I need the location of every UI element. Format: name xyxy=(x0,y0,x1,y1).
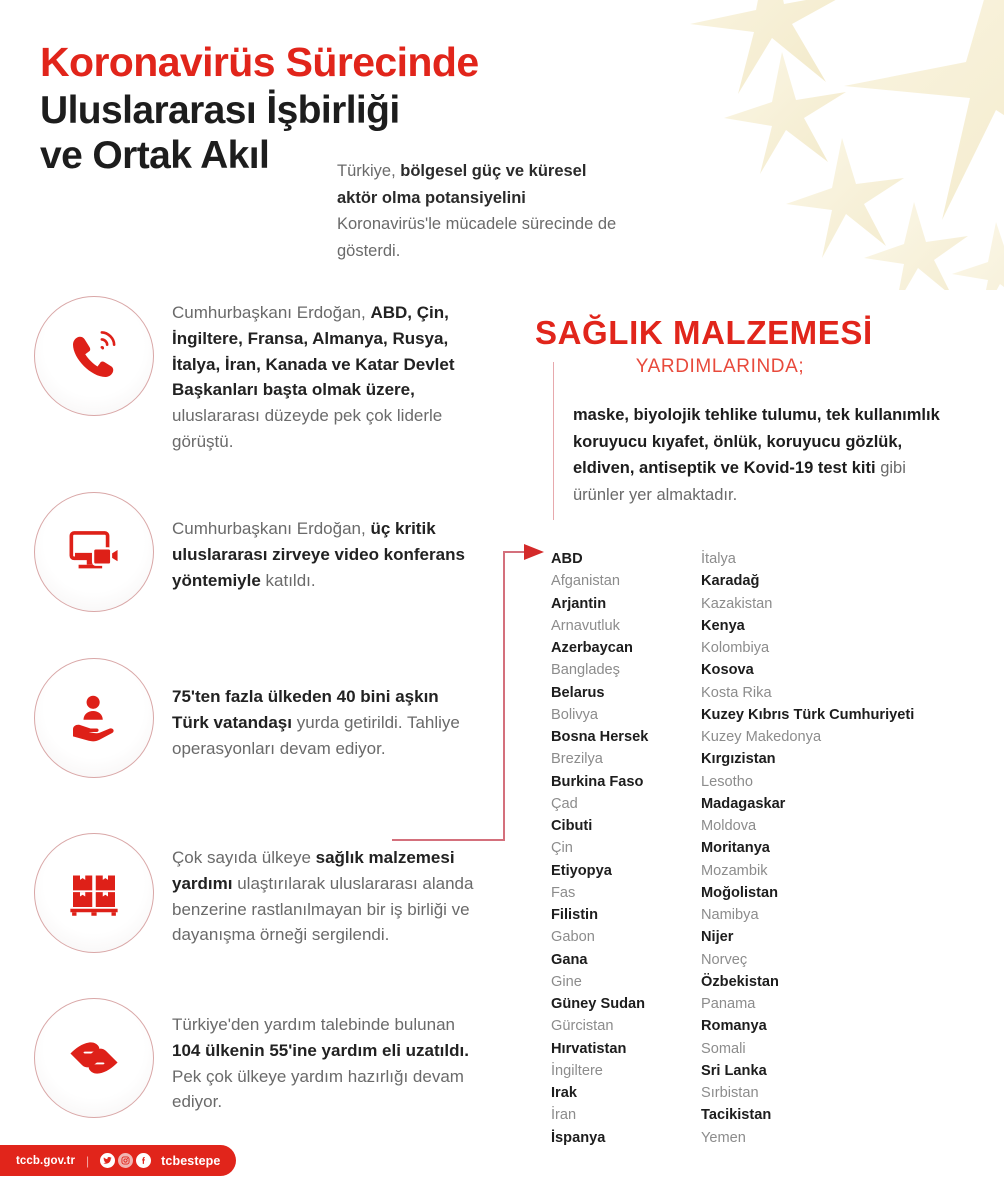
country-list-item: Arjantin xyxy=(551,595,607,612)
country-list-item: ABD xyxy=(551,551,583,567)
country-list-item: Etiyopya xyxy=(551,862,612,879)
item-text-bold: ABD, Çin, İngiltere, Fransa, Almanya, Rusya, İtalya, İran, Kanada ve Katar Devlet Başkanları başta olmak üzere, xyxy=(172,303,455,400)
country-list-item: Azerbaycan xyxy=(551,640,633,656)
left-items-list xyxy=(34,296,474,1138)
country-list-item: Kazakistan xyxy=(701,595,773,612)
footer-separator: | xyxy=(86,1153,90,1168)
item-text-post: katıldı. xyxy=(260,570,316,590)
country-list-item: Madagaskar xyxy=(701,795,786,812)
country-list-item: Kırgızistan xyxy=(701,751,776,768)
right-panel-body xyxy=(553,362,953,520)
country-list-item: Filistin xyxy=(551,907,599,923)
icon-badge xyxy=(34,833,154,953)
item-text-post: ulaştırılarak uluslararası alanda benzerine rastlanılmayan bir iş birliği ve dayanışma örneği sergilendi. xyxy=(172,873,474,945)
phone-call-icon xyxy=(66,328,122,384)
item-text-post: yurda getirildi. Tahliye operasyonları devam ediyor. xyxy=(172,712,460,758)
title-line-3: ve Ortak Akıl xyxy=(40,134,270,178)
right-title-sub: YARDIMLARINDA; xyxy=(635,355,805,377)
right-body-post: gibi ürünler yer almaktadır. xyxy=(573,459,906,505)
item-text-pre: Çok sayıda ülkeye xyxy=(172,848,316,867)
twitter-icon[interactable] xyxy=(100,1153,115,1168)
country-list-item: Sri Lanka xyxy=(701,1062,767,1079)
item-text-pre: Cumhurbaşkanı Erdoğan, xyxy=(172,303,371,322)
country-list-item: Kuzey Kıbrıs Türk Cumhuriyeti xyxy=(701,706,915,723)
country-list-item: Moldova xyxy=(701,818,757,834)
country-list-item: Hırvatistan xyxy=(551,1040,627,1057)
item-text-pre: Cumhurbaşkanı Erdoğan, xyxy=(172,519,371,538)
country-list-item: Arnavutluk xyxy=(551,617,620,634)
right-body-bold: maske, biyolojik tehlike tulumu, tek kullanımlık koruyucu kıyafet, önlük, koruyucu gözlük, eldiven, antiseptik ve Kovid-19 test kiti xyxy=(573,406,940,478)
country-list-item: Tacikistan xyxy=(701,1107,772,1124)
country-list-item: Belarus xyxy=(551,684,605,701)
video-conference-icon xyxy=(65,523,123,581)
header-subtitle-pre: Türkiye, xyxy=(337,162,401,180)
item-text-bold: üç kritik uluslararası zirveye video konferans yöntemiyle xyxy=(172,519,465,590)
country-list-item: Panama xyxy=(701,996,756,1012)
country-list xyxy=(551,548,991,1149)
decorative-stars xyxy=(674,0,1004,290)
pallet-boxes-icon xyxy=(66,865,122,921)
country-list-item: Nijer xyxy=(701,929,734,946)
list-item-text xyxy=(154,492,474,593)
item-text-bold: 104 ülkenin 55'ine yardım eli uzatıldı. xyxy=(172,1040,469,1060)
country-list-item: Moritanya xyxy=(701,840,770,857)
item-text-post: Pek çok ülkeye yardım hazırlığı devam ediyor. xyxy=(172,1066,464,1112)
list-item-text xyxy=(154,296,474,455)
country-list-item: İtalya xyxy=(701,551,736,567)
country-list-item: Somali xyxy=(701,1040,746,1057)
item-text-bold: sağlık malzemesi yardımı xyxy=(172,848,455,893)
country-list-item: Bangladeş xyxy=(551,662,620,679)
list-item xyxy=(34,998,474,1138)
list-item xyxy=(34,492,474,658)
country-list-item: Özbekistan xyxy=(701,973,779,990)
country-list-item: Karadağ xyxy=(701,573,760,590)
list-item xyxy=(34,296,474,492)
footer-website-url[interactable]: tccb.gov.tr xyxy=(16,1154,76,1167)
helping-hands-icon xyxy=(65,1029,123,1087)
title-line-1: Koronavirüs Sürecinde xyxy=(40,39,479,85)
country-list-item: Afganistan xyxy=(551,573,620,590)
country-list-item: Romanya xyxy=(701,1018,767,1035)
country-list-item: Gana xyxy=(551,951,588,968)
country-list-item: Burkina Faso xyxy=(551,773,644,790)
right-title-main: SAĞLIK MALZEMESİ xyxy=(535,314,873,351)
footer-social-handle[interactable]: tcbestepe xyxy=(161,1153,221,1168)
country-list-item: Gürcistan xyxy=(551,1018,614,1035)
country-list-item: Yemen xyxy=(701,1129,746,1146)
country-list-item: Moğolistan xyxy=(701,884,779,901)
header-subtitle xyxy=(337,158,627,265)
icon-badge xyxy=(34,658,154,778)
item-text-bold: 75'ten fazla ülkeden 40 bini aşkın Türk vatandaşı xyxy=(172,687,439,732)
icon-badge xyxy=(34,296,154,416)
facebook-icon[interactable] xyxy=(136,1153,151,1168)
right-panel-body-text xyxy=(573,362,953,509)
icon-badge xyxy=(34,998,154,1118)
country-list-item: Kolombiya xyxy=(701,640,770,656)
item-text-pre: Türkiye'den yardım talebinde bulunan xyxy=(172,1015,455,1034)
country-column-left xyxy=(551,548,701,1149)
country-list-item: Bolivya xyxy=(551,706,599,723)
country-list-item: Irak xyxy=(551,1085,577,1101)
country-list-item: Güney Sudan xyxy=(551,996,646,1012)
list-item-text xyxy=(154,658,474,761)
country-list-item: Çad xyxy=(551,795,578,812)
country-list-item: Bosna Hersek xyxy=(551,729,649,745)
country-list-item: Kosova xyxy=(701,662,754,679)
country-list-item: Brezilya xyxy=(551,751,603,768)
title-line-2: Uluslararası İşbirliği xyxy=(40,88,400,132)
country-list-item: Norveç xyxy=(701,951,748,968)
country-list-item: İngiltere xyxy=(551,1062,603,1079)
country-list-item: Lesotho xyxy=(701,773,753,790)
instagram-icon[interactable] xyxy=(118,1153,133,1168)
country-list-item: Fas xyxy=(551,884,576,901)
country-list-item: Çin xyxy=(551,840,573,857)
list-item-text xyxy=(154,998,474,1115)
item-text-post: uluslararası düzeyde pek çok liderle görüştü. xyxy=(172,406,443,452)
country-list-item: İran xyxy=(551,1107,577,1124)
icon-badge xyxy=(34,492,154,612)
header-subtitle-post: Koronavirüs'le mücadele sürecinde de gösterdi. xyxy=(337,215,617,261)
country-list-item: Kosta Rika xyxy=(701,684,772,701)
list-item xyxy=(34,658,474,833)
country-list-item: Sırbistan xyxy=(701,1085,759,1101)
country-list-item: Kuzey Makedonya xyxy=(701,729,822,745)
footer-bar xyxy=(0,1145,236,1176)
country-list-item: Mozambik xyxy=(701,862,768,879)
list-item-text xyxy=(154,833,474,948)
country-column-right xyxy=(701,548,991,1149)
header-subtitle-bold: bölgesel güç ve küresel aktör olma potansiyelini xyxy=(337,162,587,207)
country-list-item: Kenya xyxy=(701,617,745,634)
country-list-item: Gine xyxy=(551,973,582,990)
list-item xyxy=(34,833,474,998)
country-list-item: Gabon xyxy=(551,929,595,946)
country-list-item: Namibya xyxy=(701,907,759,923)
country-list-item: Cibuti xyxy=(551,818,593,834)
person-in-hand-icon xyxy=(66,690,122,746)
country-list-item: İspanya xyxy=(551,1129,606,1146)
